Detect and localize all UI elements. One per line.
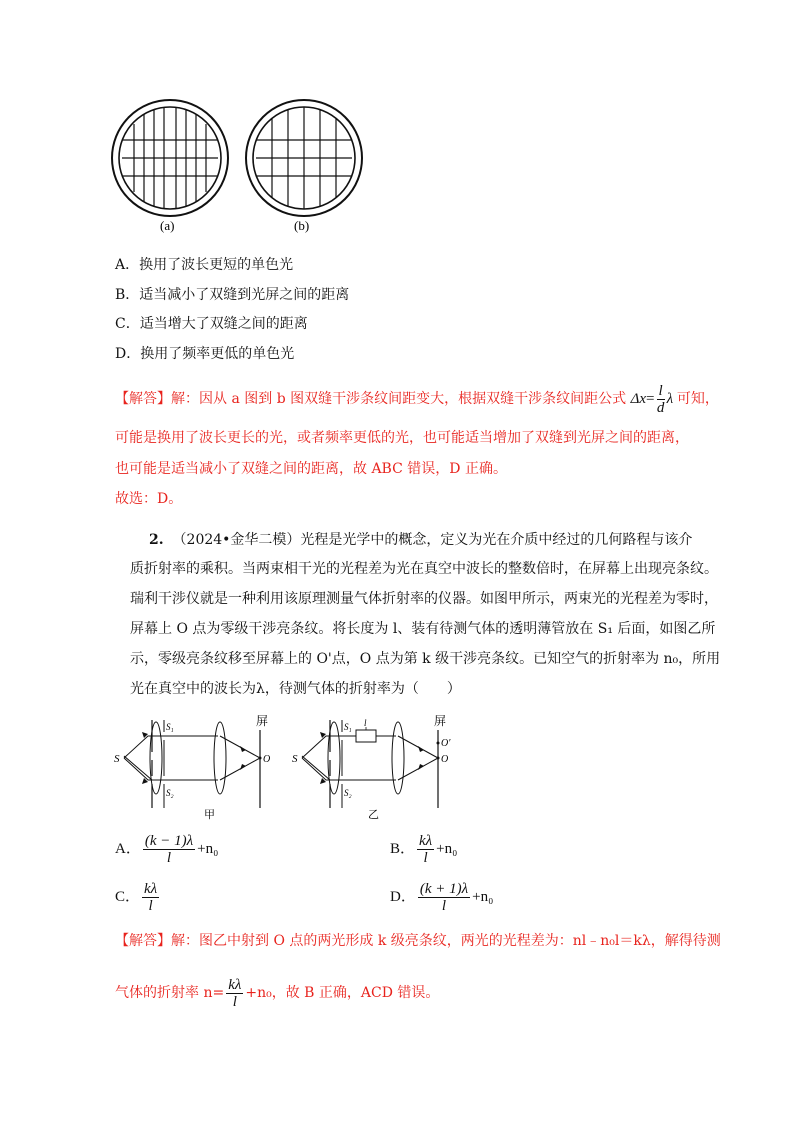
- fringe-figure-b: [246, 100, 362, 216]
- q2-stem-line2: 质折射率的乘积。当两束相干光的光程差为光在真空中波长的整数倍时，在屏幕上出现亮条纹。: [130, 561, 718, 577]
- q2-answer-line1: [115, 931, 721, 951]
- q1-choice: 故选：D。: [115, 491, 183, 507]
- interferometer-figure-yi: [286, 712, 466, 822]
- q2-answer-text: 解：图乙中射到 O 点的两光形成 k 级亮条纹，两光的光程差为：nl﹣n₀l＝kλ，解得待测: [171, 933, 721, 949]
- q2-option-d-label: D．: [390, 889, 416, 905]
- q2-option-a: [115, 832, 218, 866]
- q1-answer-line3: 也可能是适当减小了双缝之间的距离，故 ABC 错误，D 正确。: [115, 461, 507, 477]
- label-b: (b): [294, 218, 310, 233]
- q2-stem-line4: 屏幕上 O 点为零级干涉亮条纹。将长度为 l、装有待测气体的透明薄管放在 S₁ 后面，如图乙所: [130, 621, 716, 637]
- q2-answer-denominator: l: [232, 993, 237, 1010]
- q2-line1-text: （2024•金华二模）光程是光学中的概念，定义为光在介质中经过的几何路程与该介: [172, 532, 693, 548]
- yi-tube-label: l: [364, 718, 367, 728]
- formula-fraction: [657, 383, 665, 416]
- yi-o-prime: O′: [441, 738, 451, 749]
- q2-answer-suffix: +n₀，故 B 正确，ACD 错误。: [245, 985, 440, 1001]
- interferometer-figure-jia: [108, 712, 288, 822]
- q1-option-c: C．适当增大了双缝之间的距离: [115, 316, 308, 332]
- q2-stem-line5: 示，零级亮条纹移至屏幕上的 O'点，O 点为第 k 级干涉亮条纹。已知空气的折射率为 n₀，所用: [130, 651, 721, 667]
- yi-s: S: [292, 753, 298, 765]
- q2-number: 2.: [149, 532, 164, 548]
- jia-s: S: [114, 753, 120, 765]
- jia-screen-label: 屏: [256, 714, 269, 728]
- q1-answer-text: 解：因从 a 图到 b 图双缝干涉条纹间距变大，根据双缝干涉条纹间距公式: [171, 391, 627, 407]
- q2-option-d-denominator: l: [441, 898, 447, 915]
- q1-answer-line2: 可能是换用了波长更长的光，或者频率更低的光，也可能适当增加了双缝到光屏之间的距离，: [115, 430, 689, 446]
- q2-answer-fraction: [226, 977, 243, 1010]
- q2-option-a-denominator: l: [166, 850, 172, 867]
- q2-option-d: [390, 880, 493, 914]
- q2-option-a-numerator: (k − 1)λ: [144, 833, 194, 850]
- q1-answer-suffix: 可知，: [676, 391, 719, 407]
- q2-option-b-label: B．: [390, 841, 416, 857]
- formula-denominator: d: [656, 400, 665, 417]
- q2-option-b: [390, 832, 457, 866]
- q2-answer-prefix: 气体的折射率 n=: [115, 985, 225, 1001]
- q2-option-b-tail: +n₀: [436, 841, 458, 857]
- q1-option-b: B．适当减小了双缝到光屏之间的距离: [115, 287, 350, 303]
- q2-stem-line6: 光在真空中的波长为λ，待测气体的折射率为（ ）: [130, 681, 461, 697]
- fringe-figure-a: [112, 100, 228, 216]
- jia-caption: 甲: [204, 809, 215, 821]
- yi-s1: S₁: [344, 722, 352, 732]
- q2-option-a-fraction: [143, 833, 195, 866]
- q2-option-b-denominator: l: [423, 850, 428, 867]
- q2-option-c: [115, 880, 161, 914]
- q2-option-d-fraction: [418, 881, 470, 914]
- q2-option-c-numerator: kλ: [144, 881, 158, 898]
- q1-option-d: D．换用了频率更低的单色光: [115, 346, 295, 362]
- jia-s1: S₁: [166, 722, 174, 732]
- jia-o: O: [263, 754, 271, 765]
- q1-option-a: A．换用了波长更短的单色光: [115, 257, 294, 273]
- q2-option-a-label: A．: [115, 841, 141, 857]
- q2-answer-line2: [115, 976, 439, 1010]
- q2-option-c-denominator: l: [148, 898, 153, 915]
- yi-s2: S₂: [344, 788, 352, 798]
- q2-option-c-fraction: [142, 881, 159, 914]
- yi-screen-label: 屏: [434, 714, 447, 728]
- q2-option-b-numerator: kλ: [419, 833, 433, 850]
- formula-lhs: Δx: [630, 391, 647, 407]
- formula-eq: =: [646, 391, 655, 407]
- q2-option-c-label: C．: [115, 889, 141, 905]
- q2-stem-line3: 瑞利干涉仪就是一种利用该原理测量气体折射率的仪器。如图甲所示，两束光的光程差为零时，: [130, 591, 718, 607]
- formula-numerator: l: [658, 383, 663, 400]
- label-a: (a): [160, 218, 175, 233]
- answer-tag: 【解答】: [115, 391, 171, 407]
- q2-option-d-tail: +n₀: [472, 889, 494, 905]
- yi-o: O: [441, 754, 449, 765]
- q2-option-a-tail: +n₀: [197, 841, 219, 857]
- yi-caption: 乙: [368, 809, 379, 821]
- fringe-figure: [108, 96, 374, 236]
- q2-option-d-numerator: (k + 1)λ: [419, 881, 469, 898]
- q2-option-b-fraction: [417, 833, 434, 866]
- q2-answer-numerator: kλ: [228, 976, 242, 993]
- jia-s2: S₂: [166, 788, 174, 798]
- answer-tag-2: 【解答】: [115, 933, 171, 949]
- q2-stem-line1: [149, 530, 692, 550]
- formula-lambda: λ: [666, 391, 674, 407]
- q1-answer-line1: [115, 382, 719, 416]
- spacing-formula: [630, 383, 677, 417]
